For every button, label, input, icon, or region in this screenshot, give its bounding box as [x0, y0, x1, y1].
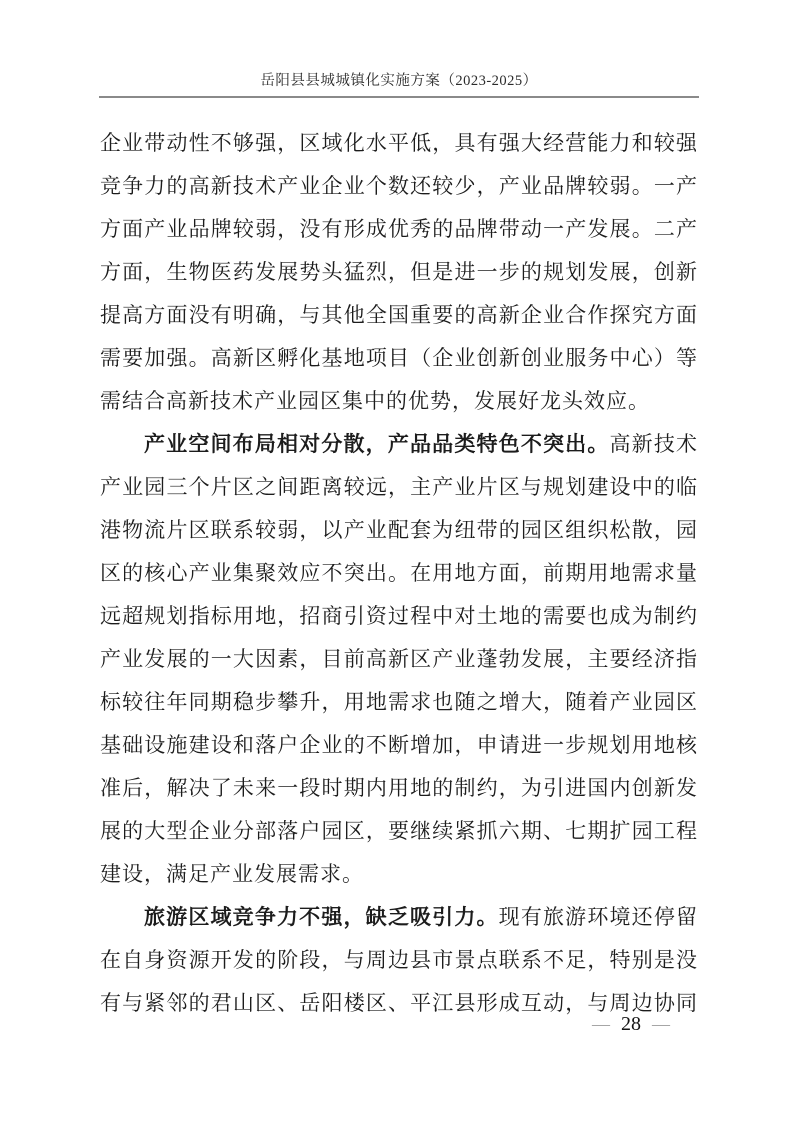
text-line — [100, 337, 698, 380]
text-line — [100, 122, 698, 165]
body-text: 提高方面没有明确，与其他全国重要的高新企业合作探究方面 — [100, 303, 698, 327]
bold-lead-text: 产业空间布局相对分散，产品品类特色不突出。 — [144, 432, 610, 456]
body-text: 标较往年同期稳步攀升，用地需求也随之增大，随着产业园区 — [100, 690, 698, 714]
page-footer — [592, 1013, 670, 1035]
text-line — [100, 853, 698, 896]
body-text: 建设，满足产业发展需求。 — [100, 862, 364, 886]
body-text: 基础设施建设和落户企业的不断增加，申请进一步规划用地核 — [100, 733, 698, 757]
body-text: 方面产业品牌较弱，没有形成优秀的品牌带动一产发展。二产 — [100, 217, 698, 241]
header-rule — [99, 96, 699, 98]
text-line — [100, 380, 698, 423]
page-number: 28 — [621, 1013, 641, 1035]
body-text: 产业发展的一大因素，目前高新区产业蓬勃发展，主要经济指 — [100, 647, 698, 671]
text-line — [100, 767, 698, 810]
body-text: 远超规划指标用地，招商引资过程中对土地的需要也成为制约 — [100, 604, 698, 628]
bold-lead-text: 旅游区域竞争力不强，缺乏吸引力。 — [144, 905, 499, 929]
text-line — [100, 896, 698, 939]
text-line — [100, 165, 698, 208]
body-text: 竞争力的高新技术产业企业个数还较少，产业品牌较弱。一产 — [100, 174, 698, 198]
paragraph — [100, 423, 698, 896]
footer-dash-left: — — [592, 1014, 610, 1034]
text-line — [100, 638, 698, 681]
body-text: 产业园三个片区之间距离较远，主产业片区与规划建设中的临 — [100, 475, 698, 499]
body-text: 区的核心产业集聚效应不突出。在用地方面，前期用地需求量 — [100, 561, 698, 585]
text-line — [100, 681, 698, 724]
text-line — [100, 466, 698, 509]
body-text: 需结合高新技术产业园区集中的优势，发展好龙头效应。 — [100, 389, 650, 413]
text-line — [100, 552, 698, 595]
paragraph — [100, 896, 698, 1025]
text-line — [100, 423, 698, 466]
text-line — [100, 208, 698, 251]
text-line — [100, 724, 698, 767]
document-body — [100, 122, 698, 1025]
paragraph — [100, 122, 698, 423]
body-text: 企业带动性不够强，区域化水平低，具有强大经营能力和较强 — [100, 131, 698, 155]
text-line — [100, 294, 698, 337]
footer-dash-right: — — [652, 1014, 670, 1034]
body-text: 需要加强。高新区孵化基地项目（企业创新创业服务中心）等 — [100, 346, 698, 370]
body-text: 展的大型企业分部落户园区，要继续紧抓六期、七期扩园工程 — [100, 819, 698, 843]
body-text: 有与紧邻的君山区、岳阳楼区、平江县形成互动，与周边协同 — [100, 991, 698, 1015]
body-text: 在自身资源开发的阶段，与周边县市景点联系不足，特别是没 — [100, 948, 698, 972]
body-text: 准后，解决了未来一段时期内用地的制约，为引进国内创新发 — [100, 776, 698, 800]
body-text: 高新技术 — [609, 432, 698, 456]
text-line — [100, 509, 698, 552]
body-text: 现有旅游环境还停留 — [498, 905, 699, 929]
header-title: 岳阳县县城城镇化实施方案（2023-2025） — [260, 73, 538, 89]
text-line — [100, 595, 698, 638]
text-line — [100, 939, 698, 982]
page-header — [99, 72, 699, 98]
text-line — [100, 251, 698, 294]
text-line — [100, 810, 698, 853]
body-text: 方面，生物医药发展势头猛烈，但是进一步的规划发展，创新 — [100, 260, 698, 284]
body-text: 港物流片区联系较弱，以产业配套为纽带的园区组织松散，园 — [100, 518, 698, 542]
